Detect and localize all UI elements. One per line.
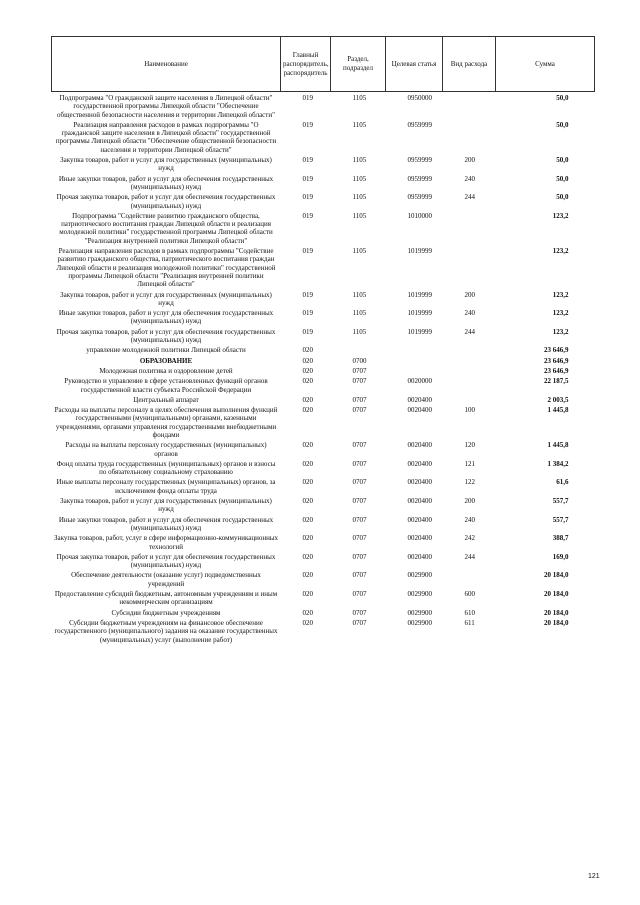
cell-vr: 240	[464, 515, 475, 524]
table-row	[52, 396, 595, 406]
cell-cs: 0959999	[407, 174, 432, 183]
header-sum: Сумма	[496, 37, 595, 92]
cell-razdel: 0707	[352, 608, 367, 617]
table-row	[52, 460, 595, 479]
cell-razdel: 0707	[352, 552, 367, 561]
cell-sum: 50,0	[556, 174, 569, 183]
cell-sum: 1 384,2	[547, 459, 569, 468]
cell-cs: 1010000	[407, 211, 432, 220]
header-razdel: Раздел, подраздел	[331, 37, 386, 92]
cell-gr: 020	[302, 406, 313, 415]
cell-name: Иные закупки товаров, работ и услуг для обеспечения государственных (муниципальных) нужд	[58, 515, 274, 532]
cell-vr: 240	[464, 174, 475, 183]
cell-name: Фонд оплаты труда государственных (муниципальных) органов и взносы по обязательному социальному страхованию	[56, 459, 276, 477]
cell-gr: 019	[302, 193, 313, 202]
cell-cs: 0959999	[407, 156, 432, 165]
cell-sum: 1 445,8	[547, 441, 569, 450]
cell-sum: 557,7	[552, 497, 569, 506]
cell-razdel: 0707	[352, 515, 367, 524]
cell-sum: 123,2	[552, 309, 569, 318]
cell-vr: 100	[464, 406, 475, 415]
cell-cs: 1019999	[407, 309, 432, 318]
cell-name: Реализация направления расходов в рамках подпрограммы "Содействие развитию гражданского общества, патриотического воспитания граждан Липецкой области и реализация молодежной политики" государственной программы Липецкой области "Реализация внутренней политики Липецкой области"	[56, 247, 276, 289]
cell-cs: 0959999	[407, 193, 432, 202]
cell-sum: 23 646,9	[544, 366, 569, 375]
table-row	[52, 367, 595, 377]
cell-vr: 122	[464, 478, 475, 487]
table-row	[52, 247, 595, 290]
cell-cs: 0020400	[407, 406, 432, 415]
cell-cs: 0020400	[407, 395, 432, 404]
cell-gr: 020	[302, 377, 313, 386]
cell-razdel: 0707	[352, 395, 367, 404]
cell-sum: 50,0	[496, 92, 595, 121]
cell-name: Руководство и управление в сфере установленных функций органов государственной власти субъекта Российской Федерации	[64, 377, 268, 394]
cell-vr: 121	[464, 459, 475, 468]
cell-gr: 020	[302, 459, 313, 468]
cell-sum: 50,0	[556, 120, 569, 129]
cell-razdel: 1105	[352, 211, 367, 220]
cell-gr: 020	[302, 478, 313, 487]
table-row	[52, 377, 595, 396]
cell-name: Расходы на выплаты персоналу государственных (муниципальных) органов	[65, 441, 267, 458]
cell-cs: 0020400	[407, 497, 432, 506]
cell-razdel: 0707	[352, 590, 367, 599]
table-row	[52, 121, 595, 156]
cell-vr	[443, 377, 496, 396]
cell-vr	[443, 396, 496, 406]
table-row	[52, 534, 595, 553]
cell-gr: 019	[302, 174, 313, 183]
table-row	[52, 441, 595, 460]
cell-vr	[443, 367, 496, 377]
table-row	[52, 357, 595, 367]
cell-name: управление молодежной политики Липецкой области	[86, 346, 246, 355]
cell-gr: 020	[302, 356, 313, 365]
table-row	[52, 156, 595, 175]
cell-razdel: 1105	[352, 247, 367, 256]
cell-gr: 020	[302, 366, 313, 375]
cell-sum: 50,0	[556, 156, 569, 165]
table-row	[52, 406, 595, 441]
cell-name: Молодежная политика и оздоровление детей	[99, 366, 233, 375]
cell-cs: 1019999	[407, 290, 432, 299]
cell-vr: 244	[464, 552, 475, 561]
cell-razdel: 0707	[352, 377, 367, 386]
cell-name: Иные выплаты персоналу государственных (муниципальных) органов, за исключением фонда оплаты труда	[56, 478, 276, 495]
cell-sum: 23 646,9	[544, 346, 569, 355]
cell-razdel: 0707	[352, 534, 367, 543]
table-row	[52, 193, 595, 212]
table-row	[52, 609, 595, 619]
cell-vr	[443, 357, 496, 367]
cell-cs: 0020000	[407, 377, 432, 386]
cell-name: Прочая закупка товаров, работ и услуг для обеспечения государственных (муниципальных) нужд	[56, 327, 276, 345]
cell-cs: 0020400	[407, 478, 432, 487]
cell-gr: 019	[302, 156, 313, 165]
cell-cs	[386, 346, 443, 356]
cell-razdel: 0707	[352, 571, 367, 580]
cell-sum: 169,0	[552, 552, 569, 561]
table-row	[52, 328, 595, 347]
cell-vr	[443, 571, 496, 590]
cell-cs: 0020400	[407, 459, 432, 468]
cell-cs: 0020400	[407, 534, 432, 543]
table-row	[52, 553, 595, 572]
cell-razdel: 1105	[352, 156, 367, 165]
cell-name: Расходы на выплаты персоналу в целях обеспечения выполнения функций государственными (муниципальными) органами, казенными учреждениями, органами управления государственными внебюджетными фондами	[54, 406, 278, 439]
header-cs: Целевая статья	[386, 37, 443, 92]
cell-vr: 120	[464, 441, 475, 450]
cell-razdel: 1105	[331, 92, 386, 121]
cell-name: Закупка товаров, работ и услуг для государственных (муниципальных) нужд	[60, 156, 272, 173]
cell-name: Иные закупки товаров, работ и услуг для обеспечения государственных (муниципальных) нужд	[58, 309, 274, 326]
cell-sum: 22 187,5	[544, 377, 569, 386]
cell-sum: 123,2	[552, 290, 569, 299]
cell-sum: 2 003,5	[547, 395, 569, 404]
cell-cs: 0029900	[407, 608, 432, 617]
table-body	[52, 92, 595, 646]
cell-razdel: 1105	[352, 174, 367, 183]
table-row	[52, 619, 595, 646]
table-row	[52, 346, 595, 356]
cell-sum: 20 184,0	[544, 618, 569, 627]
cell-sum: 123,2	[552, 211, 569, 220]
cell-cs: 0029900	[407, 618, 432, 627]
cell-vr	[443, 346, 496, 356]
cell-razdel	[331, 346, 386, 356]
cell-cs: 0020400	[407, 552, 432, 561]
header-gr: Главный распорядитель, распорядитель	[281, 37, 331, 92]
header-vr: Вид расхода	[443, 37, 496, 92]
cell-sum: 23 646,9	[544, 356, 569, 365]
page-number: 121	[588, 873, 600, 880]
cell-name: Обеспечение деятельности (оказание услуг) подведомственных учреждений	[71, 571, 261, 588]
cell-gr: 019	[302, 247, 313, 256]
cell-razdel: 1105	[352, 327, 367, 336]
cell-name: ОБРАЗОВАНИЕ	[139, 356, 193, 365]
cell-gr: 020	[302, 590, 313, 599]
cell-vr: 611	[464, 618, 475, 627]
cell-vr: 244	[464, 193, 475, 202]
table-row	[52, 291, 595, 310]
cell-razdel: 0707	[352, 459, 367, 468]
cell-razdel: 0700	[352, 356, 367, 365]
cell-cs: 0029900	[407, 571, 432, 580]
cell-sum: 61,6	[556, 478, 569, 487]
cell-razdel: 1105	[352, 193, 367, 202]
cell-cs: 0029900	[407, 590, 432, 599]
cell-cs: 0950000	[386, 92, 443, 121]
cell-sum: 50,0	[556, 193, 569, 202]
cell-gr: 020	[302, 346, 313, 355]
cell-vr: 200	[464, 497, 475, 506]
cell-cs: 0020400	[407, 515, 432, 524]
cell-name: Прочая закупка товаров, работ и услуг для обеспечения государственных (муниципальных) нужд	[56, 552, 276, 570]
cell-razdel: 0707	[352, 366, 367, 375]
cell-name: Иные закупки товаров, работ и услуг для обеспечения государственных (муниципальных) нужд	[58, 174, 274, 191]
cell-vr	[443, 92, 496, 121]
cell-cs	[386, 357, 443, 367]
cell-razdel: 1105	[352, 309, 367, 318]
cell-gr: 020	[302, 552, 313, 561]
cell-gr: 020	[302, 395, 313, 404]
cell-name: Закупка товаров, работ и услуг для государственных (муниципальных) нужд	[60, 497, 272, 514]
cell-name: Подпрограмма "О гражданской защите населения в Липецкой области" государственной программы Липецкой области "Обеспечение общественной безопасности населения и территории Липецкой области"	[52, 92, 281, 121]
cell-vr: 200	[464, 290, 475, 299]
cell-gr: 020	[302, 571, 313, 580]
cell-gr: 020	[302, 441, 313, 450]
table-row	[52, 92, 595, 121]
cell-gr: 019	[302, 211, 313, 220]
budget-table	[51, 36, 595, 646]
cell-gr: 020	[302, 618, 313, 627]
table-row	[52, 497, 595, 516]
cell-vr	[443, 247, 496, 290]
cell-razdel: 0707	[352, 406, 367, 415]
table-row	[52, 590, 595, 609]
cell-vr: 610	[464, 608, 475, 617]
cell-cs: 1019999	[407, 247, 432, 256]
cell-sum: 123,2	[552, 327, 569, 336]
cell-razdel: 0707	[352, 497, 367, 506]
cell-gr: 020	[302, 534, 313, 543]
table-header	[52, 37, 595, 92]
table-row	[52, 212, 595, 247]
cell-name: Субсидии бюджетным учреждениям	[111, 608, 221, 617]
cell-razdel: 0707	[352, 441, 367, 450]
cell-name: Прочая закупка товаров, работ и услуг для обеспечения государственных (муниципальных) нужд	[56, 193, 276, 210]
cell-sum: 388,7	[552, 534, 569, 543]
header-name: Наименование	[52, 37, 281, 92]
cell-gr: 019	[302, 290, 313, 299]
cell-razdel: 0707	[352, 618, 367, 627]
cell-name: Предоставление субсидий бюджетным, автономным учреждениям и иным некоммерческим организациям	[54, 590, 278, 607]
cell-name: Центральный аппарат	[133, 395, 199, 404]
cell-cs: 0959999	[407, 120, 432, 129]
cell-sum: 557,7	[552, 515, 569, 524]
cell-vr: 240	[464, 309, 475, 318]
cell-vr: 242	[464, 534, 475, 543]
cell-sum: 20 184,0	[544, 608, 569, 617]
cell-name: Закупка товаров, работ, услуг в сфере информационно-коммуникационных технологий	[53, 534, 279, 551]
cell-vr: 600	[464, 590, 475, 599]
table-row	[52, 571, 595, 590]
cell-sum: 1 445,8	[547, 406, 569, 415]
cell-vr	[443, 212, 496, 247]
table-row	[52, 516, 595, 535]
cell-vr: 200	[464, 156, 475, 165]
table-row	[52, 309, 595, 328]
cell-gr: 019	[302, 120, 313, 129]
cell-sum: 20 184,0	[544, 590, 569, 599]
cell-razdel: 1105	[352, 290, 367, 299]
cell-gr: 019	[281, 92, 331, 121]
cell-cs	[386, 367, 443, 377]
cell-cs: 1019999	[407, 327, 432, 336]
cell-razdel: 1105	[352, 120, 367, 129]
cell-sum: 123,2	[552, 247, 569, 256]
cell-gr: 020	[302, 608, 313, 617]
cell-name: Закупка товаров, работ и услуг для государственных (муниципальных) нужд	[60, 290, 272, 307]
cell-name: Реализация направления расходов в рамках подпрограммы "О гражданской защите населения в Липецкой области" государственной программы Липецкой области "Обеспечение общественной безопасности населения и территории Липецкой области"	[55, 120, 277, 154]
cell-vr: 244	[464, 327, 475, 336]
cell-gr: 020	[302, 497, 313, 506]
cell-gr: 019	[302, 327, 313, 336]
cell-razdel: 0707	[352, 478, 367, 487]
cell-vr	[443, 121, 496, 156]
cell-cs: 0020400	[407, 441, 432, 450]
cell-gr: 019	[302, 309, 313, 318]
cell-name: Подпрограмма "Содействие развитию гражданского общества, патриотического воспитания граждан Липецкой области и реализация молодежной политики" государственной программы Липецкой области "Реализация внутренней политики Липецкой области"	[59, 211, 273, 245]
cell-name: Субсидии бюджетным учреждениям на финансовое обеспечение государственного (муниципального) задания на оказание государственных (муниципальных) услуг (выполнение работ)	[54, 618, 278, 644]
cell-gr: 020	[302, 515, 313, 524]
cell-sum: 20 184,0	[544, 571, 569, 580]
table-row	[52, 478, 595, 497]
table-row	[52, 175, 595, 194]
